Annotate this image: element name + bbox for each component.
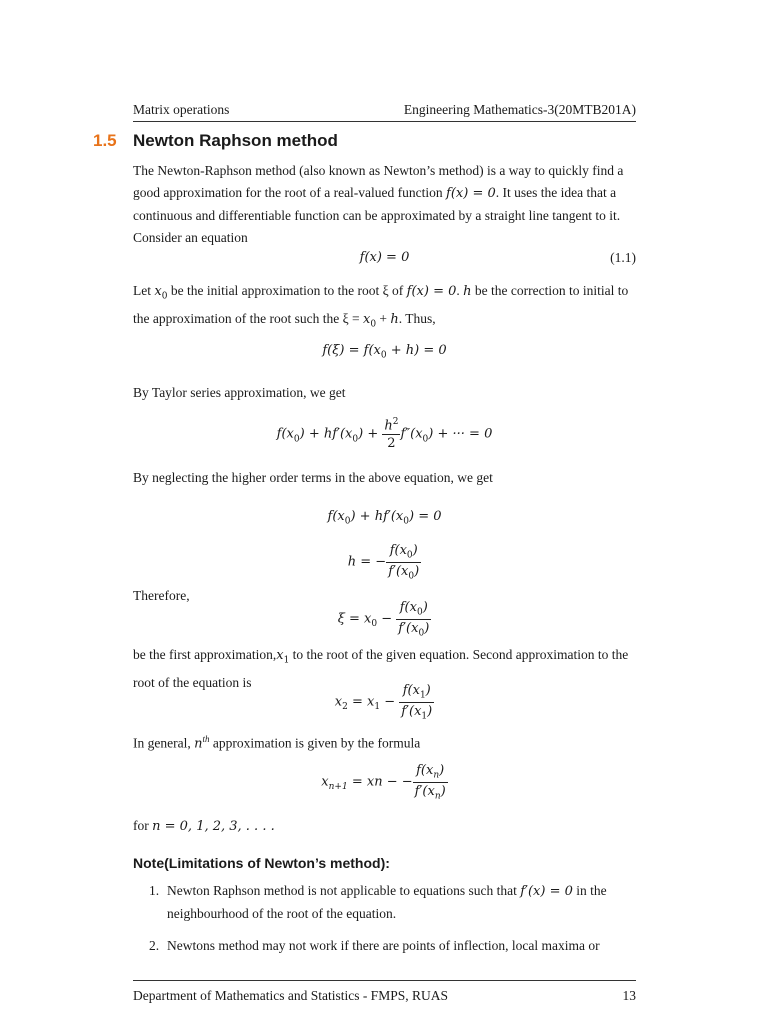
math-segment: f(ξ) = f(x xyxy=(322,343,381,358)
math-segment: f″(x xyxy=(400,426,423,442)
math-segment: f′(x) = 0 xyxy=(520,884,573,899)
subscript: 0 xyxy=(380,350,387,361)
general-paragraph xyxy=(133,728,636,756)
math-segment: f(x) = 0 xyxy=(406,284,457,299)
math-segment: x xyxy=(321,774,329,790)
header-course: Engineering Mathematics-3(20MTB201A) xyxy=(403,102,636,117)
fraction: $\frac{f(x_1)}{f'(x_1)}$ xyxy=(401,683,433,722)
section-heading xyxy=(93,131,338,151)
math-segment: ) + ··· = 0 xyxy=(428,426,493,442)
equation-number: (1.1) xyxy=(610,250,636,265)
math-segment: ) + hf′(x xyxy=(299,426,353,442)
fraction: $\frac{f(x_n)}{f'(x_n)}$ xyxy=(414,763,446,802)
text-segment: to the root of the given equation. Second approximation to the root of the equation is xyxy=(133,647,629,690)
superscript: th xyxy=(202,734,210,744)
subscript: 0 xyxy=(371,619,378,630)
list-marker: 1. xyxy=(149,883,160,898)
fraction: $\frac{f(x_0)}{f'(x_0)}$ xyxy=(398,600,430,639)
subscript: n xyxy=(433,770,440,781)
text-segment: . Thus, xyxy=(398,310,436,326)
intro-text-1: The Newton-Raphson method (also known as Newton’s method) is a way to quickly find a good approximation for the root of a real-valued function xyxy=(133,163,624,200)
x0-symbol: $x_0$ xyxy=(362,311,377,330)
therefore-text: Therefore, xyxy=(133,588,190,603)
n-symbol: n xyxy=(194,736,203,752)
math-segment: − xyxy=(380,694,400,710)
equation-x2 xyxy=(133,683,636,721)
math-segment: x xyxy=(334,694,343,710)
subscript: 0 xyxy=(293,434,300,445)
text-segment: in the neighbourhood of the root of the equation. xyxy=(167,883,607,921)
x0-symbol: $x_0$ xyxy=(154,284,168,302)
equation-h xyxy=(133,543,636,581)
numerator: f(x xyxy=(389,543,407,558)
list-marker: 2. xyxy=(149,938,160,953)
text-segment: be the correction to initial to the approximation of the root such the ξ = xyxy=(133,283,629,326)
math-segment: + h) = 0 xyxy=(386,343,447,358)
math-segment: = xn − − xyxy=(347,774,413,790)
math-segment: = x xyxy=(347,694,375,710)
equation-1-1-expr: f(x) = 0 xyxy=(359,250,410,265)
equation-xi xyxy=(133,600,636,638)
initial-approx-paragraph xyxy=(133,280,636,335)
text-segment: be the first approximation, xyxy=(133,647,277,662)
footer-department: Department of Mathematics and Statistics - FMPS, RUAS xyxy=(133,988,448,1003)
equation-xn1 xyxy=(133,763,636,801)
denominator: f′(x xyxy=(398,620,419,636)
denominator: f′(x xyxy=(388,563,409,579)
math-segment: h = − xyxy=(347,554,387,570)
numerator: f(x xyxy=(416,763,434,778)
text-segment: + xyxy=(376,310,391,326)
math-segment: ξ = x xyxy=(337,611,372,627)
subscript: 0 xyxy=(403,516,409,527)
subscript: 0 xyxy=(352,434,359,445)
numerator: h xyxy=(384,418,393,434)
x1-symbol: $x_1$ xyxy=(276,648,290,666)
text-segment: Let xyxy=(133,283,155,298)
math-segment: ) + hf′(x xyxy=(350,509,404,524)
intro-paragraph xyxy=(133,160,636,249)
math-segment: h xyxy=(390,311,399,327)
math-segment: ) = 0 xyxy=(408,509,442,524)
text-segment: Newton Raphson method is not applicable to equations such that xyxy=(167,883,521,898)
equation-taylor xyxy=(133,417,636,451)
subscript: 0 xyxy=(344,516,351,527)
subscript: n xyxy=(434,791,441,802)
subscript: n+1 xyxy=(328,782,348,793)
page-number: 13 xyxy=(622,988,636,1003)
denominator: f′(x xyxy=(414,783,435,799)
fraction: $\frac{f(x_0)}{f'(x_0)}$ xyxy=(388,543,420,582)
equation-linear xyxy=(133,509,636,527)
for-n-paragraph xyxy=(133,815,636,838)
math-segment: − xyxy=(377,611,397,627)
text-segment: for xyxy=(133,818,153,833)
math-segment: h xyxy=(463,284,472,299)
equation-f-xi xyxy=(133,343,636,361)
subscript: 2 xyxy=(342,702,348,713)
numerator: f(x xyxy=(399,600,417,615)
fraction: $\frac{h^2}{2}$ xyxy=(384,417,399,452)
math-segment: f(x xyxy=(276,426,294,442)
taylor-paragraph: By Taylor series approximation, we get xyxy=(133,385,346,400)
section-title: Newton Raphson method xyxy=(133,131,338,150)
text-segment: be the initial approximation to the root ξ of xyxy=(167,283,407,298)
header-chapter: Matrix operations xyxy=(133,102,230,117)
subscript: 1 xyxy=(374,702,381,713)
page-footer xyxy=(133,980,636,1004)
neglect-paragraph: By neglecting the higher order terms in the above equation, we get xyxy=(133,470,493,485)
running-header xyxy=(133,102,636,122)
text-segment: In general, xyxy=(133,735,195,751)
text-segment: . xyxy=(456,283,464,298)
note-heading: Note(Limitations of Newton’s method): xyxy=(133,855,390,871)
intro-math: f(x) = 0 xyxy=(446,186,496,201)
document-page xyxy=(93,0,636,1024)
equation-1-1 xyxy=(133,250,636,265)
denominator: 2 xyxy=(382,434,400,451)
list-item xyxy=(149,935,636,957)
text-segment: approximation is given by the formula xyxy=(209,735,421,751)
intro-text-2: . It uses the idea that a continuous and differentiable function can be approximated by a straight line tangent to it. Consider an equation xyxy=(133,185,621,245)
list-item xyxy=(149,880,636,925)
text-segment: Newtons method may not work if there are points of inflection, local maxima or xyxy=(167,938,600,953)
math-segment: f(x xyxy=(327,509,345,524)
numerator: f(x xyxy=(402,683,420,698)
denominator: f′(x xyxy=(401,703,422,719)
subscript: 0 xyxy=(422,434,429,445)
math-segment: n = 0, 1, 2, 3, . . . . xyxy=(152,819,275,834)
section-number: 1.5 xyxy=(93,131,117,150)
math-segment: ) + xyxy=(358,426,383,442)
